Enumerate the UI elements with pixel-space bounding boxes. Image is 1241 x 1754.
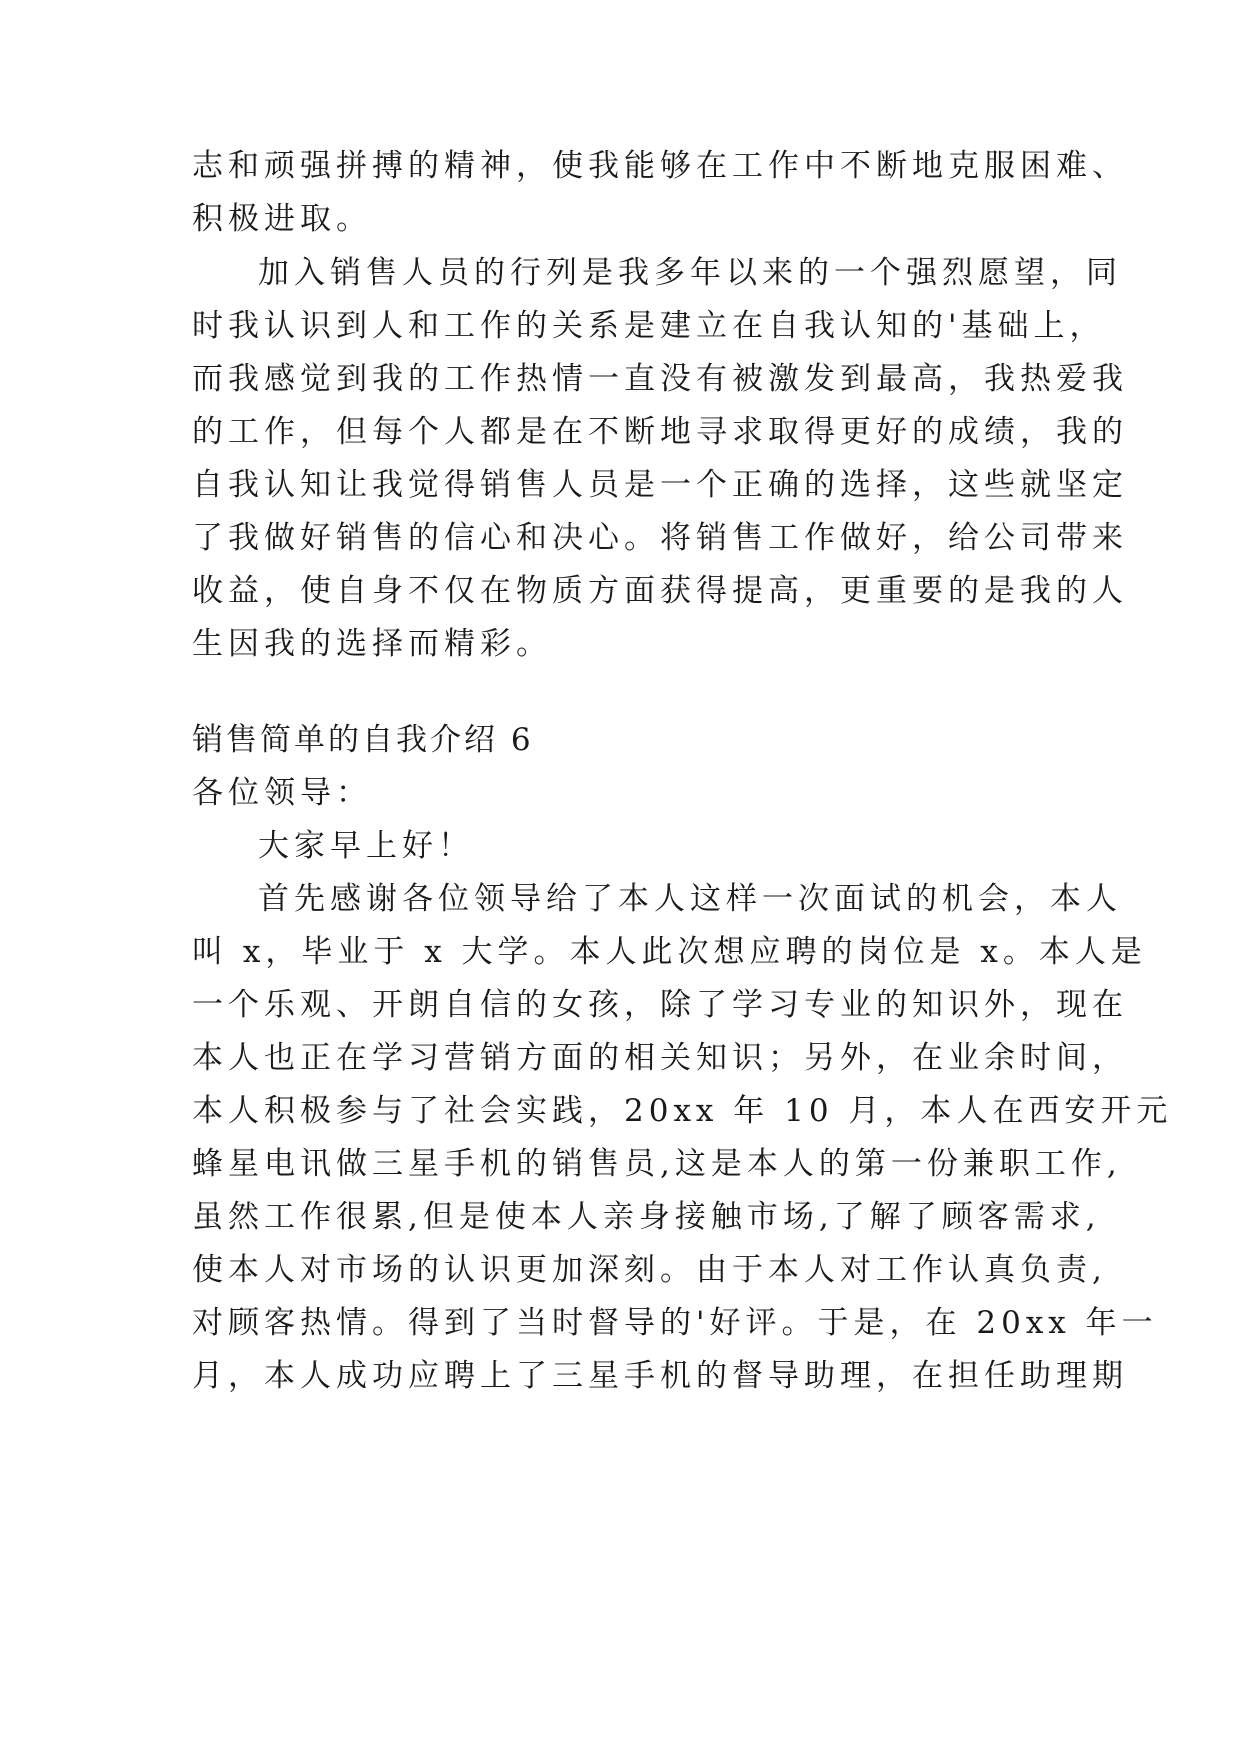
- paragraph-2-line-5: 自我认知让我觉得销售人员是一个正确的选择，这些就坚定: [192, 467, 1128, 503]
- paragraph-1-line-1: 志和顽强拼搏的精神，使我能够在工作中不断地克服困难、: [192, 148, 1128, 184]
- paragraph-2-line-2: 时我认识到人和工作的关系是建立在自我认知的'基础上，: [192, 308, 1106, 344]
- greeting: 大家早上好！: [258, 828, 474, 864]
- paragraph-2-line-7: 收益，使自身不仅在物质方面获得提高，更重要的是我的人: [192, 573, 1128, 609]
- paragraph-3-line-1: 首先感谢各位领导给了本人这样一次面试的机会，本人: [258, 881, 1122, 917]
- paragraph-2-line-8: 生因我的选择而精彩。: [192, 626, 552, 662]
- section-title: 销售简单的自我介绍 6: [192, 722, 534, 758]
- paragraph-3-line-4: 本人也正在学习营销方面的相关知识；另外，在业余时间，: [192, 1040, 1128, 1076]
- paragraph-3-line-2: 叫 x，毕业于 x 大学。本人此次想应聘的岗位是 x。本人是: [192, 934, 1147, 970]
- paragraph-3-line-5: 本人积极参与了社会实践，20xx 年 10 月，本人在西安开元: [192, 1093, 1173, 1129]
- paragraph-3-line-9: 对顾客热情。得到了当时督导的'好评。于是，在 20xx 年一: [192, 1305, 1158, 1341]
- paragraph-1-line-2: 积极进取。: [192, 201, 372, 237]
- paragraph-2-line-6: 了我做好销售的信心和决心。将销售工作做好，给公司带来: [192, 520, 1128, 556]
- paragraph-3-line-8: 使本人对市场的认识更加深刻。由于本人对工作认真负责,: [192, 1252, 1107, 1288]
- paragraph-3-line-10: 月，本人成功应聘上了三星手机的督导助理，在担任助理期: [192, 1358, 1128, 1394]
- paragraph-3-line-3: 一个乐观、开朗自信的女孩，除了学习专业的知识外，现在: [192, 987, 1128, 1023]
- paragraph-3-line-6: 蜂星电讯做三星手机的销售员,这是本人的第一份兼职工作,: [192, 1146, 1122, 1182]
- salutation: 各位领导：: [192, 775, 372, 811]
- paragraph-2-line-3: 而我感觉到我的工作热情一直没有被激发到最高，我热爱我: [192, 361, 1128, 397]
- paragraph-2-line-4: 的工作，但每个人都是在不断地寻求取得更好的成绩，我的: [192, 414, 1128, 450]
- paragraph-2-line-1: 加入销售人员的行列是我多年以来的一个强烈愿望，同: [258, 255, 1122, 291]
- paragraph-3-line-7: 虽然工作很累,但是使本人亲身接触市场,了解了顾客需求,: [192, 1199, 1101, 1235]
